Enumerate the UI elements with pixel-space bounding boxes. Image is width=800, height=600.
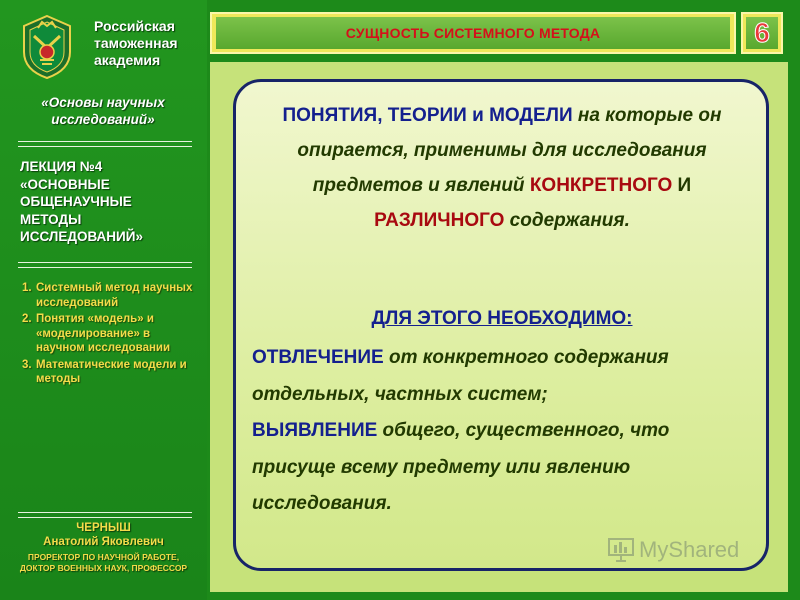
toc-item[interactable] [22,281,202,310]
divider [18,141,192,147]
slide-number: 6 [746,17,778,49]
content-panel [233,79,769,571]
lecture-line: МЕТОДЫ [20,211,82,227]
author-position: ПРОРЕКТОР ПО НАУЧНОЙ РАБОТЕ, [27,552,180,562]
author-surname: ЧЕРНЫШ [76,522,131,534]
requirement-item [252,413,752,523]
course-title: «Основы научных исследований» [41,95,165,127]
academy-name [94,18,204,69]
toc-text: Понятия «модель» и «моделирование» в научном исследовании [36,313,171,354]
toc-text: Математические модели и методы [36,358,187,385]
requirement-text: общего, существенного, что присуще всему предмету или явлению исследования. [252,420,670,514]
lecture-line: ОБЩЕНАУЧНЫЕ [20,194,132,210]
author-degree: ДОКТОР ВОЕННЫХ НАУК, ПРОФЕССОР [19,563,188,573]
requirements-list [252,340,752,523]
academy-line: таможенная [94,35,178,51]
abstraction-term: ОТВЛЕЧЕНИЕ [252,347,384,368]
divider [18,262,192,268]
watermark-text: MyShared [639,537,740,562]
academy-line: академия [94,52,161,68]
author-name: Анатолий Яковлевич [43,536,164,548]
watermark [607,537,739,563]
concrete-term: КОНКРЕТНОГО [529,175,673,196]
divider [18,512,192,518]
toc-text: Системный метод научных исследований [36,282,193,309]
lecture-line: ИССЛЕДОВАНИЙ» [20,229,143,245]
slide-title-bar [216,17,730,49]
table-of-contents [22,281,202,389]
lead-paragraph [256,98,748,238]
models-term: МОДЕЛИ [489,105,573,126]
toc-number: 2. [22,313,32,325]
slide-number-badge [741,12,783,54]
different-term: РАЗЛИЧНОГО [374,210,505,231]
toc-number: 3. [22,358,32,371]
need-heading: ДЛЯ ЭТОГО НЕОБХОДИМО: [371,308,633,329]
author-block [0,521,207,574]
identification-term: ВЫЯВЛЕНИЕ [252,420,378,441]
academy-line: Российская [94,18,175,34]
toc-item[interactable] [22,312,202,356]
toc-item[interactable] [22,358,202,387]
presentation-icon [607,537,635,563]
lecture-line: «ОСНОВНЫЕ [20,176,110,192]
requirement-item [252,340,752,413]
lead-text: на которые он опирается, применимы для исследования предметов и явлений [297,105,722,196]
lead-text: содержания. [504,210,630,231]
lecture-title [20,158,200,246]
requirement-text: от конкретного содержания отдельных, частных систем; [252,347,669,405]
concepts-term: ПОНЯТИЯ, ТЕОРИИ [282,105,467,126]
toc-number: 1. [22,282,32,294]
sidebar [0,0,207,600]
lead-text: И [672,175,692,196]
lecture-line: ЛЕКЦИЯ №4 [20,159,103,174]
slide-title: СУЩНОСТЬ СИСТЕМНОГО МЕТОДА [345,25,601,41]
lead-text: и [466,105,490,126]
customs-emblem-icon [20,12,74,80]
